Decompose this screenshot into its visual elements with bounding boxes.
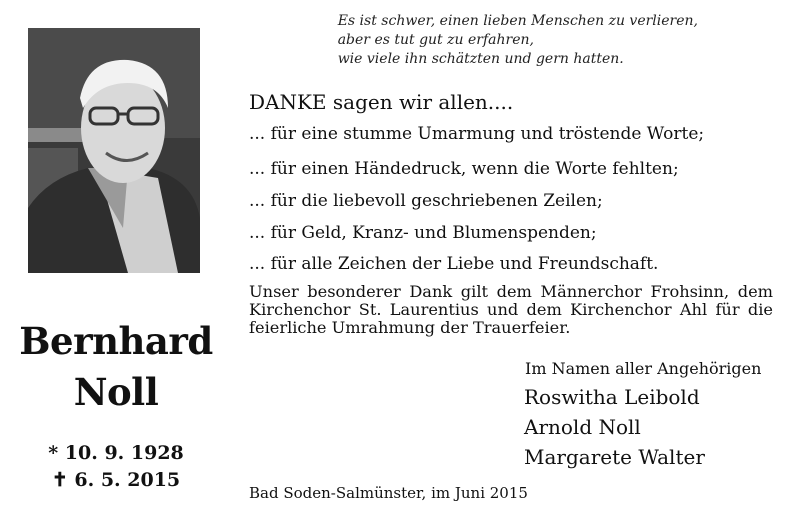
place-and-date: Bad Soden-Salmünster, im Juni 2015 (249, 484, 528, 502)
signer-name: Margarete Walter (524, 445, 705, 469)
thanks-item: ... für einen Händedruck, wenn die Worte fehlten; (249, 159, 679, 179)
special-thanks-line: feierliche Umrahmung der Trauerfeier. (249, 318, 571, 337)
death-date: ✝ 6. 5. 2015 (51, 469, 181, 491)
signer-name: Roswitha Leibold (524, 385, 700, 409)
signer-name: Arnold Noll (524, 415, 641, 439)
quote-line: wie viele ihn schätzten und gern hatten. (337, 51, 624, 67)
thanks-item: ... für alle Zeichen der Liebe und Freundschaft. (249, 254, 659, 274)
thanks-item: ... für die liebevoll geschriebenen Zeilen; (249, 191, 603, 211)
portrait-photo (28, 28, 200, 273)
special-thanks-line: Kirchenchor St. Laurentius und dem Kirchenchor Ahl für die (249, 300, 773, 319)
on-behalf-label: Im Namen aller Angehörigen (525, 359, 762, 378)
deceased-first-name: Bernhard (19, 319, 213, 363)
thanks-title: DANKE sagen wir allen.... (249, 90, 514, 114)
special-thanks-line: Unser besonderer Dank gilt dem Männerchor Frohsinn, dem (249, 282, 773, 301)
thanks-item: ... für eine stumme Umarmung und tröstende Worte; (249, 124, 705, 144)
deceased-last-name: Noll (73, 370, 159, 414)
opening-quote (338, 12, 698, 69)
quote-line: aber es tut gut zu erfahren, (337, 32, 534, 48)
birth-date: * 10. 9. 1928 (48, 442, 184, 464)
quote-line: Es ist schwer, einen lieben Menschen zu verlieren, (337, 13, 698, 29)
special-thanks-paragraph (249, 283, 773, 337)
portrait-image (28, 28, 200, 273)
thanks-item: ... für Geld, Kranz- und Blumenspenden; (249, 223, 597, 243)
